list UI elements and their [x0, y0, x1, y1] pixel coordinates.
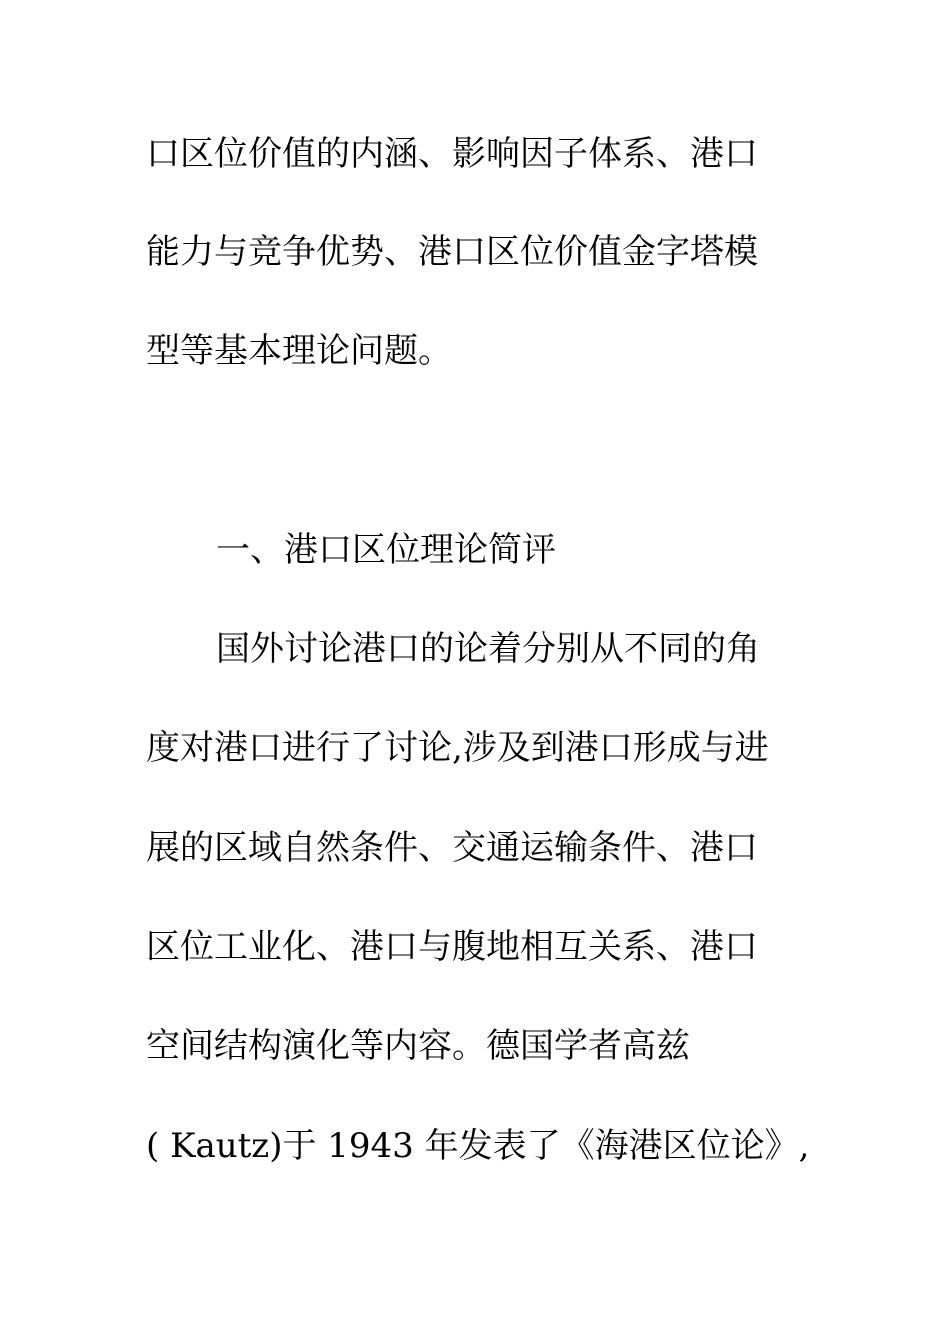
- paragraph-2-line-5: 空间结构演化等内容。德国学者高兹: [146, 1026, 690, 1066]
- paragraph-2-line-3: 展的区域自然条件、交通运输条件、港口: [146, 828, 758, 868]
- paragraph-2-line-1: 国外讨论港口的论着分别从不同的角: [216, 629, 760, 669]
- paragraph-1-line-2: 能力与竞争优势、港口区位价值金字塔模: [146, 232, 758, 272]
- paragraph-1-line-1: 口区位价值的内涵、影响因子体系、港口: [146, 134, 758, 174]
- paragraph-2-line-6: ( Kautz)于 1943 年发表了《海港区位论》,: [146, 1126, 810, 1166]
- paragraph-2-line-2: 度对港口进行了讨论,涉及到港口形成与进: [146, 728, 769, 768]
- paragraph-1-line-3: 型等基本理论问题。: [146, 331, 452, 371]
- section-heading: 一、港口区位理论简评: [216, 530, 556, 570]
- paragraph-2-line-4: 区位工业化、港口与腹地相互关系、港口: [146, 927, 758, 967]
